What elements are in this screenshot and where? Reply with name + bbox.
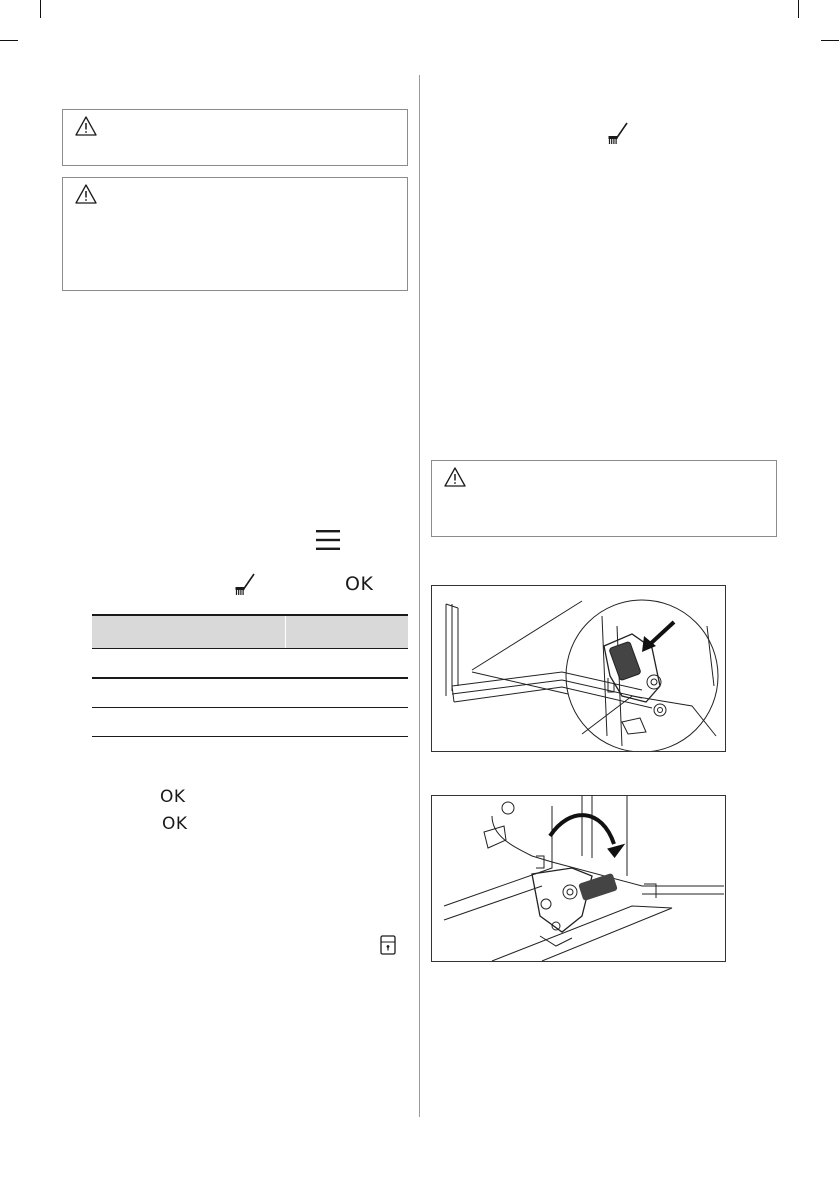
warning-box-1 [62,109,408,166]
ok-icon: OK [345,573,374,595]
column-divider [419,75,420,1117]
crop-mark-top-left-v [40,0,41,18]
warning-triangle-icon [75,184,97,204]
program-table [92,614,408,737]
door-lock-icon [380,935,396,955]
cleaning-brush-icon [607,121,629,145]
ok-icon: OK [162,814,188,834]
warning-triangle-icon [444,467,466,487]
ok-icon: OK [160,787,186,807]
cleaning-brush-icon [234,572,256,596]
warning-triangle-icon [75,116,97,136]
crop-mark-top-left [0,40,18,41]
figure-hinge-rotate [431,795,726,962]
hinge-press-illustration [432,586,725,751]
menu-icon [316,529,340,551]
table-row [92,679,408,708]
table-row [92,649,408,679]
figure-hinge-press [431,585,726,752]
hinge-rotate-illustration [432,796,725,961]
warning-box-3 [431,460,777,537]
crop-mark-top-right [821,40,839,41]
table-row [92,708,408,737]
table-header [92,614,408,649]
warning-box-2 [62,177,408,291]
crop-mark-top-right-v [798,0,799,18]
